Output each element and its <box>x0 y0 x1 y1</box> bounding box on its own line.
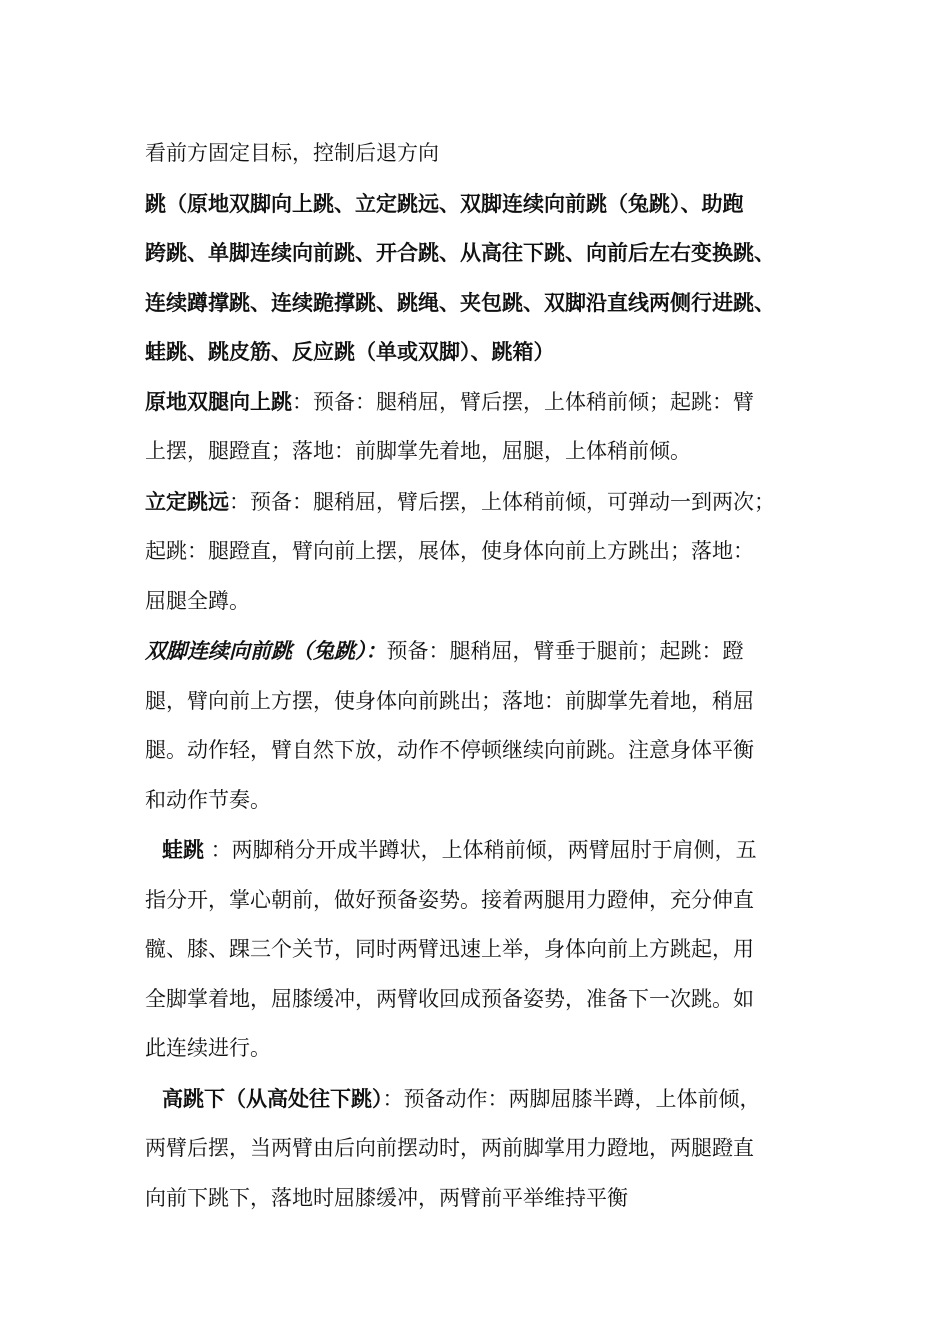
section-text: 预备：腿稍屈，臂垂于腿前；起跳：蹬 <box>386 639 744 663</box>
section-text: 上摆，腿蹬直；落地：前脚掌先着地，屈腿，上体稍前倾。 <box>145 439 691 463</box>
document-body <box>145 129 835 1223</box>
section-text: 全脚掌着地，屈膝缓冲，两臂收回成预备姿势，准备下一次跳。如 <box>145 986 754 1011</box>
section-text: 髋、膝、踝三个关节，同时两臂迅速上举，身体向前上方跳起，用 <box>145 937 754 961</box>
summary-line: 蛙跳、跳皮筋、反应跳（单或双脚）、跳箱） <box>145 339 555 364</box>
intro-line: 看前方固定目标，控制后退方向 <box>145 141 439 165</box>
section-term: 双脚连续向前跳（兔跳）： <box>145 638 387 663</box>
section-frog-jump <box>145 825 835 1074</box>
section-text: 指分开，掌心朝前，做好预备姿势。接着两腿用力蹬伸，充分伸直 <box>145 887 754 912</box>
section-standing-vertical-jump <box>145 377 835 477</box>
section-term: 原地双腿向上跳 <box>145 388 292 414</box>
section-term: 高跳下（从高处往下跳） <box>162 1085 383 1111</box>
section-text: ：预备：腿稍屈，臂后摆，上体稍前倾，可弹动一到两次； <box>229 489 775 514</box>
section-standing-long-jump <box>145 477 835 627</box>
section-text: 腿，臂向前上方摆，使身体向前跳出；落地：前脚掌先着地，稍屈 <box>145 688 754 713</box>
section-text: ：预备动作：两脚屈膝半蹲，上体前倾， <box>382 1086 761 1111</box>
section-text: 两臂后摆，当两臂由后向前摆动时，两前脚掌用力蹬地，两腿蹬直 <box>145 1136 754 1160</box>
section-text: 起跳：腿蹬直，臂向前上摆，展体，使身体向前上方跳出；落地： <box>145 539 754 563</box>
section-text: 和动作节奏。 <box>145 787 271 812</box>
section-text: 腿。动作轻，臂自然下放，动作不停顿继续向前跳。注意身体平衡 <box>145 738 754 762</box>
summary-line: 连续蹲撑跳、连续跪撑跳、跳绳、夹包跳、双脚沿直线两侧行进跳、 <box>145 289 775 315</box>
section-jump-down <box>145 1074 835 1224</box>
summary-line: 跨跳、单脚连续向前跳、开合跳、从高往下跳、向前后左右变换跳、 <box>145 240 775 265</box>
jump-summary <box>145 179 835 377</box>
section-text: 此连续进行。 <box>145 1036 271 1060</box>
section-text: 向前下跳下，落地时屈膝缓冲，两臂前平举维持平衡 <box>145 1185 628 1210</box>
section-term: 蛙跳 <box>162 837 204 862</box>
section-text: ：两脚稍分开成半蹲状，上体稍前倾，两臂屈肘于肩侧，五 <box>204 838 757 862</box>
summary-line: 跳（原地双脚向上跳、立定跳远、双脚连续向前跳（兔跳）、助跑 <box>145 190 744 216</box>
section-text: ：预备：腿稍屈，臂后摆，上体稍前倾；起跳：臂 <box>292 389 754 414</box>
section-term: 立定跳远 <box>145 488 229 514</box>
section-bunny-hop <box>145 626 835 825</box>
section-text: 屈腿全蹲。 <box>145 588 250 613</box>
